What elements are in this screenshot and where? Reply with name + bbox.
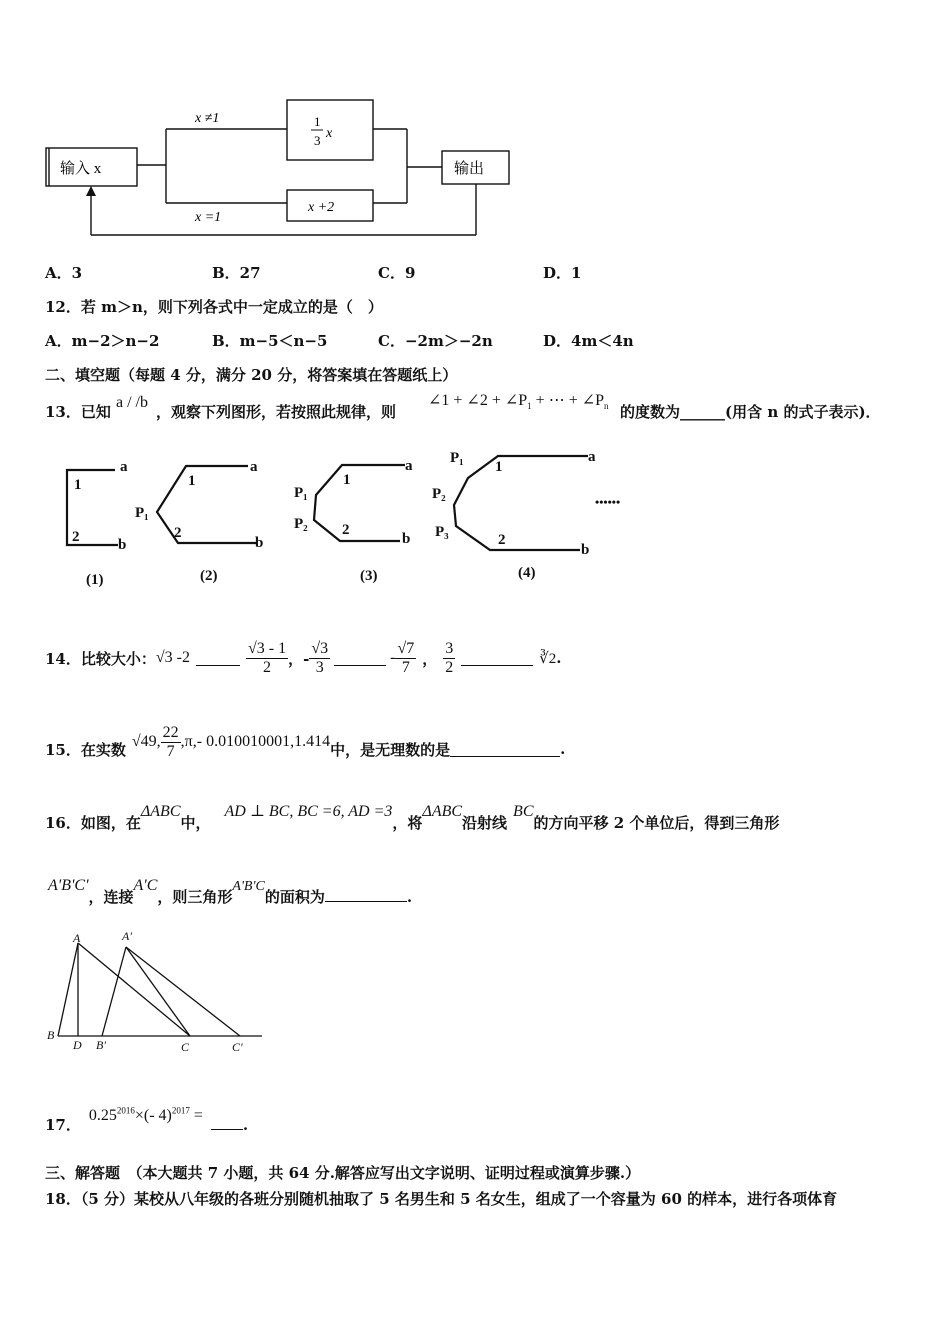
q14-blank-3[interactable] <box>461 651 533 666</box>
label-c: C <box>181 1040 190 1054</box>
fig3-p2: P₂ <box>294 516 308 532</box>
q16-t2: ，将 <box>392 814 423 832</box>
q13-parallel: a / /b <box>116 394 148 411</box>
q16-tri2: ΔABC <box>422 803 463 820</box>
q15-prefix: 15．在实数 <box>45 740 126 759</box>
fig4-p2: P₂ <box>432 486 446 502</box>
q11-option-c: C．9 <box>378 264 416 282</box>
q13-middle: ，观察下列图形，若按照此规律，则 <box>156 403 397 421</box>
loop-arrow-icon <box>86 186 96 196</box>
fig2-a: a <box>250 459 258 475</box>
q12-option-b: B．m−5＜n−5 <box>212 332 328 350</box>
fig3-label: (3) <box>360 568 378 584</box>
q12-option-d: D．4m＜4n <box>543 332 634 350</box>
q17-exp2: 2017 <box>171 1105 190 1116</box>
q15-frac: $\frac{22}{7}$ <box>162 723 179 760</box>
q17-end: . <box>242 1116 249 1134</box>
q16-tri3: A'B'C' <box>48 877 89 894</box>
fig1-label: (1) <box>86 572 104 588</box>
q12-option-a: A．m−2＞n−2 <box>45 332 160 350</box>
section-3-heading: 三、解答题 （本大题共 7 小题，共 64 分.解答应写出文字说明、证明过程或演算步骤.） <box>45 1164 641 1182</box>
q13-prefix: 13．已知 <box>45 403 111 421</box>
label-b-prime: B' <box>96 1038 106 1052</box>
q16-condition: AD ⊥ BC, BC =6, AD =3 <box>224 803 393 820</box>
fig3-b: b <box>402 531 411 547</box>
top-condition: x ≠1 <box>195 111 220 126</box>
fig4-angle2: 2 <box>498 532 506 548</box>
q11-option-b: B．27 <box>212 264 261 282</box>
q16-line2 <box>48 874 413 906</box>
fig1-angle2: 2 <box>72 529 80 545</box>
fig1-angle1: 1 <box>74 477 82 493</box>
q15-list-a: √49, <box>131 733 161 750</box>
top-box-num: 1 <box>314 114 321 129</box>
q11-option-a: A．3 <box>45 264 83 282</box>
top-box-den: 3 <box>314 133 321 148</box>
q15-row <box>45 716 565 768</box>
q15-blank[interactable] <box>450 742 560 757</box>
q14-blank-1[interactable] <box>196 651 240 666</box>
q16-t4: 的方向平移 2 个单位后，得到三角形 <box>533 814 780 832</box>
fig3-angle2: 2 <box>342 522 350 538</box>
q16-tri4: A'B'C <box>232 879 265 894</box>
q17-prefix: 17． <box>45 1116 81 1134</box>
output-label: 输出 <box>454 161 485 177</box>
input-label: 输入 x <box>60 161 102 177</box>
fig3-a: a <box>405 458 413 474</box>
q14-frac3: $\frac{√7}{7}$ <box>397 639 415 676</box>
q17-times: ×(- 4) <box>134 1107 172 1124</box>
q16-t7: 的面积为 <box>264 888 325 906</box>
q15-list-b: ,π,- 0.010010001,1.414 <box>180 733 331 750</box>
q14-frac4: $\frac{3}{2}$ <box>445 639 454 676</box>
q14-row <box>45 632 562 684</box>
q14-frac1: $\frac{√3 - 1}{2}$ <box>247 639 287 676</box>
q16-tri1: ΔABC <box>140 803 181 820</box>
fig4-b: b <box>581 542 590 558</box>
fig2-label: (2) <box>200 568 218 584</box>
q16-prefix: 16．如图，在 <box>45 814 141 832</box>
q14-sep1: ，- <box>288 649 310 668</box>
fig4-angle1: 1 <box>495 459 503 475</box>
q12-stem: 12．若 m＞n，则下列各式中一定成立的是（ ） <box>45 298 383 316</box>
fig2-b: b <box>255 535 264 551</box>
fig4-p3: P₃ <box>435 524 449 540</box>
q17-blank[interactable] <box>211 1115 243 1130</box>
q14-sep2: - <box>390 649 396 666</box>
fig1-b: b <box>118 537 127 553</box>
q16-bc: BC <box>513 803 534 820</box>
q13-suffix: 的度数为______(用含 n 的式子表示)． <box>620 403 881 421</box>
q16-t5: ，连接 <box>88 888 134 906</box>
q13-angle-expr: ∠1 + ∠2 + $\angle P_1$ + ⋯ + $\angle P_n$ <box>428 392 609 412</box>
fig4-a: a <box>588 449 596 465</box>
fig4-label: (4) <box>518 565 536 581</box>
q14-blank-2[interactable] <box>334 651 386 666</box>
q16-t3: 沿射线 <box>462 814 508 832</box>
label-d: D <box>73 1038 82 1052</box>
q17-base1: 0.25 <box>88 1107 117 1124</box>
fig-more-dots: •••••• <box>595 495 621 509</box>
q16-triangle-figure <box>40 925 270 1055</box>
q16-blank[interactable] <box>325 887 407 902</box>
q13-figures <box>50 440 650 600</box>
fig2-p1: P₁ <box>135 505 149 521</box>
q16-t6: ，则三角形 <box>157 888 233 906</box>
q17-eq: = <box>189 1107 203 1124</box>
q12-option-c: C．−2m＞−2n <box>378 332 493 350</box>
q16-ac: A'C <box>133 877 158 894</box>
fig3-p1: P₁ <box>294 485 308 501</box>
q15-end: . <box>560 740 566 758</box>
q17-row <box>45 1104 249 1134</box>
fig2-angle1: 1 <box>188 473 196 489</box>
label-b: B <box>47 1028 55 1042</box>
fig3-angle1: 1 <box>343 472 351 488</box>
q11-option-d: D．1 <box>543 264 582 282</box>
fig1-a: a <box>120 459 128 475</box>
q16-end: . <box>406 888 413 906</box>
top-box-var: x <box>326 126 333 141</box>
bottom-box-label: x +2 <box>308 200 335 215</box>
q15-suffix: 中，是无理数的是 <box>330 740 451 759</box>
q14-prefix: 14．比较大小： <box>45 649 156 668</box>
label-a-prime: A' <box>122 929 132 943</box>
q18-text: 18．（5 分）某校从八年级的各班分别随机抽取了 5 名男生和 5 名女生，组成了一个容量为 60 的样本，进行各项体育 <box>45 1190 838 1208</box>
flowchart-diagram <box>40 95 520 245</box>
fig2-angle2: 2 <box>174 525 182 541</box>
q17-exp1: 2016 <box>116 1105 135 1116</box>
q14-sep3: ， <box>422 649 438 668</box>
q16-line1 <box>45 800 780 832</box>
fig4-p1: P₁ <box>450 450 464 466</box>
q14-end: . <box>556 649 562 667</box>
label-a: A <box>73 931 81 945</box>
q14-expr-last: ∛2 <box>539 650 557 667</box>
q14-frac2: $\frac{√3}{3}$ <box>311 639 329 676</box>
label-c-prime: C' <box>232 1040 243 1054</box>
q14-expr1: √3 -2 <box>155 649 190 666</box>
section-2-heading: 二、填空题（每题 4 分，满分 20 分，将答案填在答题纸上） <box>45 366 458 384</box>
bottom-condition: x =1 <box>195 210 222 225</box>
q16-t1: 中， <box>180 814 211 832</box>
